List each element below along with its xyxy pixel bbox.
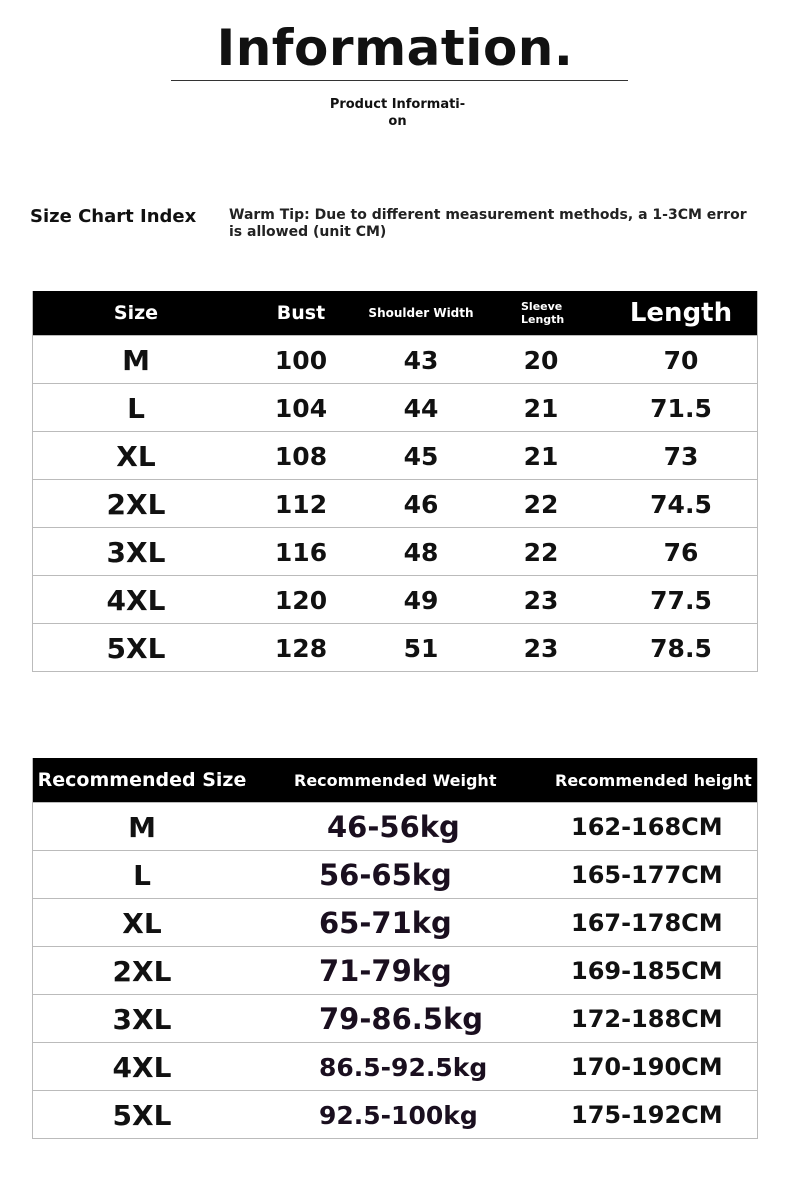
cell-sleeve-length: 23	[523, 585, 559, 615]
cell-length: 76	[663, 537, 699, 567]
cell-size: XL	[122, 906, 162, 940]
cell-height: 167-178CM	[571, 909, 723, 937]
table-row	[33, 527, 757, 575]
cell-shoulder-width: 51	[403, 633, 439, 663]
cell-size: L	[127, 391, 145, 425]
table-row	[33, 802, 757, 850]
warm-tip-note: Warm Tip: Due to different measurement methods, a 1-3CM error is allowed (unit CM)	[229, 207, 747, 240]
table-row	[33, 383, 757, 431]
table-row	[33, 335, 757, 383]
table-row	[33, 850, 757, 898]
header-recommended-size: Recommended Size	[37, 769, 247, 791]
cell-bust: 128	[274, 633, 328, 663]
cell-sleeve-length: 20	[523, 345, 559, 375]
cell-length: 71.5	[650, 393, 712, 423]
cell-length: 70	[663, 345, 699, 375]
cell-bust: 112	[274, 489, 328, 519]
table-row	[33, 898, 757, 946]
cell-size: M	[122, 343, 150, 377]
header-size: Size	[113, 302, 159, 324]
title-divider	[171, 80, 628, 81]
cell-size: 5XL	[112, 1098, 172, 1132]
cell-bust: 116	[274, 537, 328, 567]
cell-shoulder-width: 46	[403, 489, 439, 519]
table-row	[33, 431, 757, 479]
cell-size: L	[133, 858, 151, 892]
cell-size: 3XL	[112, 1002, 172, 1036]
cell-bust: 120	[274, 585, 328, 615]
cell-shoulder-width: 48	[403, 537, 439, 567]
table-row	[33, 994, 757, 1042]
cell-size: 4XL	[106, 583, 166, 617]
cell-weight: 86.5-92.5kg	[319, 1052, 488, 1082]
cell-sleeve-length: 22	[523, 489, 559, 519]
size-chart-table	[32, 291, 758, 672]
cell-length: 77.5	[650, 585, 712, 615]
cell-length: 74.5	[650, 489, 712, 519]
page-subtitle: Product Informati- on	[329, 97, 466, 129]
cell-size: 2XL	[112, 954, 172, 988]
header-sleeve-length: Sleeve Length	[521, 300, 565, 326]
header-recommended-weight: Recommended Weight	[294, 770, 497, 790]
table-row	[33, 479, 757, 527]
cell-size: 2XL	[106, 487, 166, 521]
cell-weight: 56-65kg	[319, 858, 452, 892]
cell-shoulder-width: 45	[403, 441, 439, 471]
cell-height: 170-190CM	[571, 1053, 723, 1081]
cell-shoulder-width: 43	[403, 345, 439, 375]
cell-weight: 79-86.5kg	[319, 1002, 483, 1036]
cell-sleeve-length: 22	[523, 537, 559, 567]
cell-height: 162-168CM	[571, 813, 723, 841]
page-title: Information.	[216, 19, 574, 77]
cell-shoulder-width: 49	[403, 585, 439, 615]
cell-height: 175-192CM	[571, 1101, 723, 1129]
table-row	[33, 623, 757, 671]
cell-length: 78.5	[650, 633, 712, 663]
cell-size: 5XL	[106, 631, 166, 665]
cell-height: 169-185CM	[571, 957, 723, 985]
cell-size: 3XL	[106, 535, 166, 569]
table-row	[33, 1090, 757, 1138]
cell-bust: 108	[274, 441, 328, 471]
cell-length: 73	[663, 441, 699, 471]
cell-height: 172-188CM	[571, 1005, 723, 1033]
table-row	[33, 1042, 757, 1090]
header-length: Length	[629, 298, 733, 328]
table-row	[33, 946, 757, 994]
header-recommended-height: Recommended height	[555, 770, 752, 790]
cell-weight: 65-71kg	[319, 906, 452, 940]
cell-weight: 71-79kg	[319, 954, 452, 988]
table-row	[33, 575, 757, 623]
table-header	[33, 758, 757, 802]
cell-weight: 92.5-100kg	[319, 1100, 478, 1130]
header-shoulder-width: Shoulder Width	[368, 306, 474, 320]
cell-sleeve-length: 21	[523, 441, 559, 471]
cell-shoulder-width: 44	[403, 393, 439, 423]
cell-weight: 46-56kg	[327, 810, 460, 844]
cell-bust: 100	[274, 345, 328, 375]
cell-bust: 104	[274, 393, 328, 423]
cell-height: 165-177CM	[571, 861, 723, 889]
cell-sleeve-length: 21	[523, 393, 559, 423]
table-header	[33, 291, 757, 335]
recommended-size-table	[32, 758, 758, 1139]
cell-size: XL	[116, 439, 156, 473]
cell-size: M	[128, 810, 156, 844]
header-bust: Bust	[276, 302, 326, 324]
cell-sleeve-length: 23	[523, 633, 559, 663]
size-chart-label: Size Chart Index	[30, 206, 197, 227]
cell-size: 4XL	[112, 1050, 172, 1084]
